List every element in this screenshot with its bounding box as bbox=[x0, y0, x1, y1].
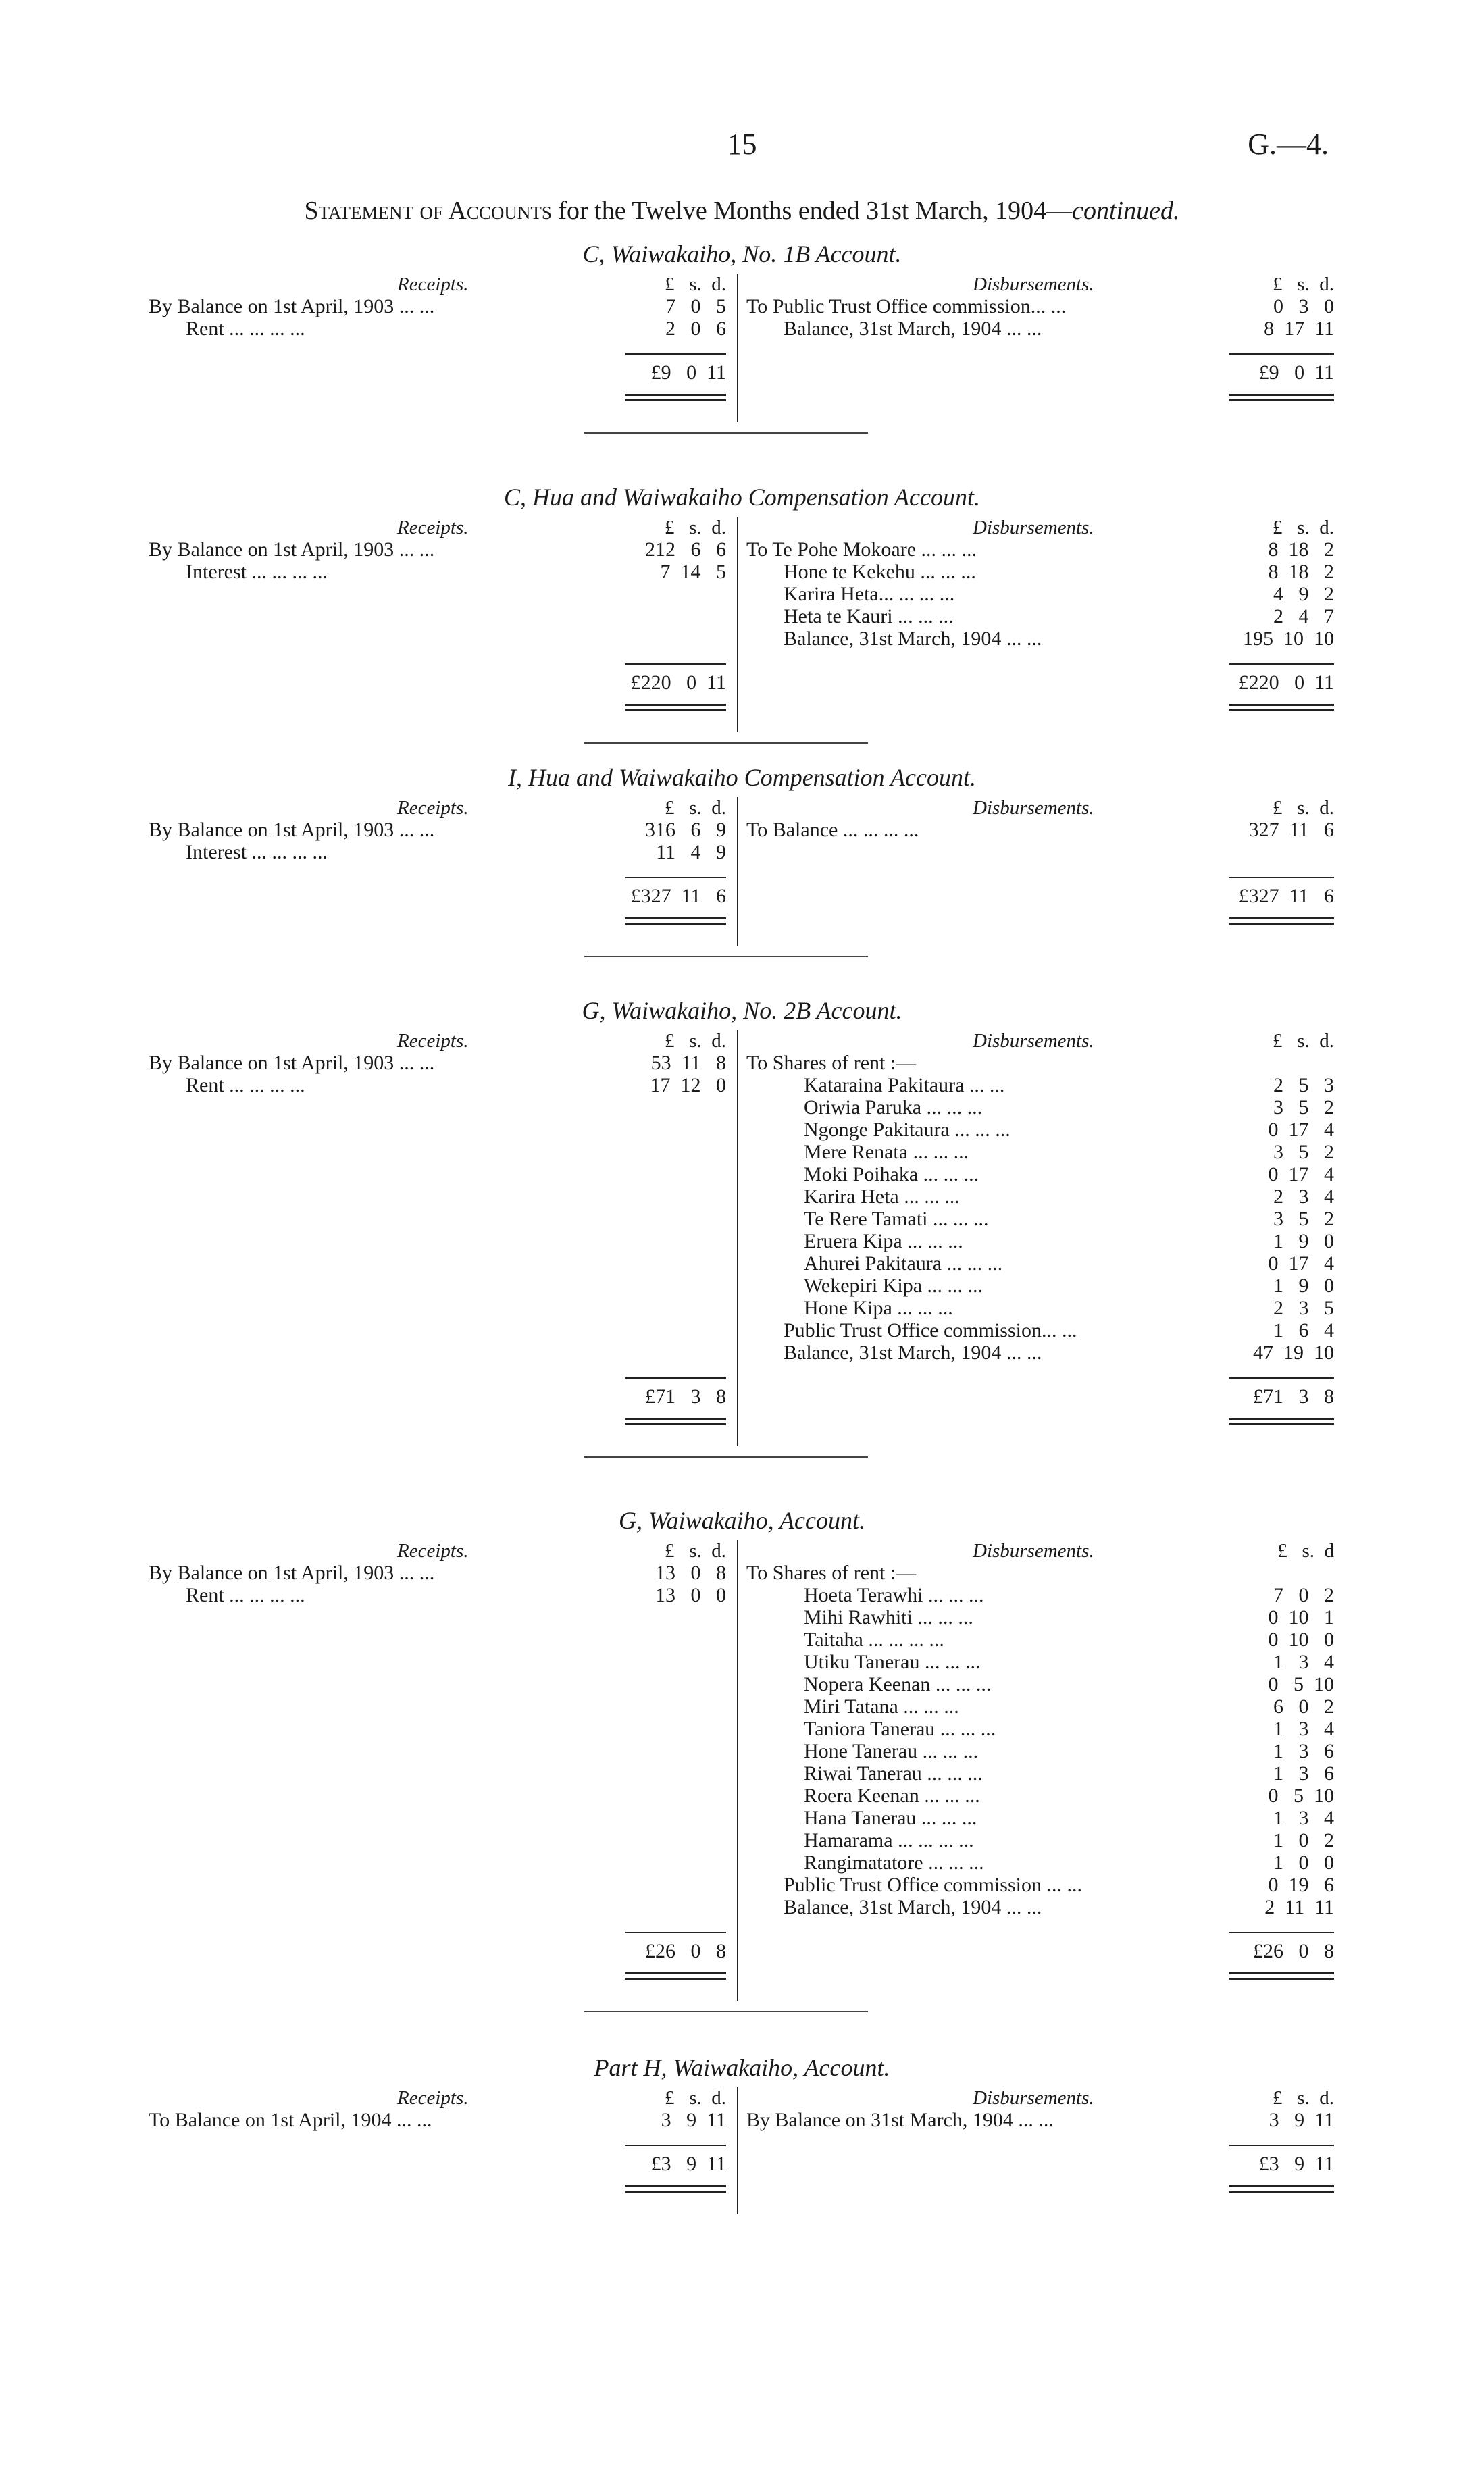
disbursement-row bbox=[0, 1629, 1484, 1651]
disbursements-units: £ s. d. bbox=[1272, 1030, 1334, 1052]
disbursement-amount: 0 5 10 bbox=[1268, 1673, 1334, 1695]
receipts-total-rule bbox=[625, 663, 726, 665]
receipt-label: By Balance on 1st April, 1903 ... ... bbox=[149, 1052, 435, 1074]
disbursement-row bbox=[0, 1562, 1484, 1584]
receipts-units: £ s. d. bbox=[664, 274, 726, 295]
receipts-units: £ s. d. bbox=[664, 797, 726, 819]
disbursements-units: £ s. d. bbox=[1272, 274, 1334, 295]
disbursements-units: £ s. d. bbox=[1272, 2087, 1334, 2109]
disbursement-label: Eruera Kipa ... ... ... bbox=[804, 1230, 963, 1252]
disbursement-label: Ahurei Pakitaura ... ... ... bbox=[804, 1252, 1003, 1275]
receipts-double-rule bbox=[625, 704, 726, 711]
receipts-total: £26 0 8 bbox=[645, 1940, 726, 1962]
disbursement-amount: 1 0 2 bbox=[1273, 1829, 1334, 1851]
disbursements-double-rule bbox=[1229, 1418, 1334, 1425]
disbursements-total-rule bbox=[1229, 353, 1334, 355]
disbursements-units: £ s. d bbox=[1277, 1540, 1334, 1562]
disbursement-amount: 327 11 6 bbox=[1248, 819, 1334, 841]
disbursement-amount: 0 3 0 bbox=[1273, 295, 1334, 317]
disbursement-label: Utiku Tanerau ... ... ... bbox=[804, 1651, 981, 1673]
receipts-total: £220 0 11 bbox=[630, 671, 726, 694]
disbursement-label: Taitaha ... ... ... ... bbox=[804, 1629, 944, 1651]
receipts-total: £327 11 6 bbox=[630, 885, 726, 907]
disbursement-row bbox=[0, 1851, 1484, 1874]
disbursement-amount: 47 19 10 bbox=[1253, 1341, 1334, 1364]
disbursement-amount: 0 5 10 bbox=[1268, 1785, 1334, 1807]
disbursement-label: By Balance on 31st March, 1904 ... ... bbox=[746, 2109, 1054, 2131]
receipt-amount: 13 0 0 bbox=[655, 1584, 726, 1606]
receipts-heading: Receipts. bbox=[397, 797, 469, 819]
disbursement-row bbox=[0, 628, 1484, 650]
disbursement-amount: 1 0 0 bbox=[1273, 1851, 1334, 1874]
section-separator bbox=[584, 432, 868, 434]
account-section bbox=[0, 2053, 1484, 2175]
receipts-total-rule bbox=[625, 1932, 726, 1933]
disbursement-row bbox=[0, 819, 1484, 841]
receipts-heading: Receipts. bbox=[397, 517, 469, 538]
receipts-total-rule bbox=[625, 1377, 726, 1379]
receipt-label: Interest ... ... ... ... bbox=[186, 561, 328, 583]
disbursements-heading: Disbursements. bbox=[973, 797, 1094, 819]
column-divider bbox=[737, 274, 738, 422]
disbursement-row bbox=[0, 1785, 1484, 1807]
disbursement-row bbox=[0, 1096, 1484, 1119]
disbursement-row bbox=[0, 583, 1484, 605]
receipts-heading: Receipts. bbox=[397, 2087, 469, 2109]
document-title bbox=[0, 196, 1484, 226]
disbursement-label: To Public Trust Office commission... ... bbox=[746, 295, 1067, 317]
disbursement-amount: 1 3 6 bbox=[1273, 1762, 1334, 1785]
disbursement-row bbox=[0, 1673, 1484, 1695]
section-separator bbox=[584, 742, 868, 744]
disbursement-label: Oriwia Paruka ... ... ... bbox=[804, 1096, 983, 1119]
disbursements-heading: Disbursements. bbox=[973, 517, 1094, 538]
receipt-amount: 17 12 0 bbox=[650, 1074, 726, 1096]
disbursement-row bbox=[0, 1651, 1484, 1673]
disbursement-label: Mere Renata ... ... ... bbox=[804, 1141, 969, 1163]
disbursement-label: Karira Heta ... ... ... bbox=[804, 1185, 960, 1208]
disbursement-label: Hone Kipa ... ... ... bbox=[804, 1297, 953, 1319]
disbursement-label: Balance, 31st March, 1904 ... ... bbox=[784, 628, 1042, 650]
disbursement-amount: 1 3 4 bbox=[1273, 1718, 1334, 1740]
disbursement-row bbox=[0, 1718, 1484, 1740]
account-section bbox=[0, 763, 1484, 907]
receipt-label: To Balance on 1st April, 1904 ... ... bbox=[149, 2109, 432, 2131]
receipt-label: Rent ... ... ... ... bbox=[186, 317, 305, 340]
disbursements-double-rule bbox=[1229, 394, 1334, 401]
disbursement-label: Karira Heta... ... ... ... bbox=[784, 583, 955, 605]
disbursement-amount: 8 18 2 bbox=[1268, 561, 1334, 583]
disbursements-units: £ s. d. bbox=[1272, 797, 1334, 819]
disbursement-row bbox=[0, 295, 1484, 317]
disbursement-row bbox=[0, 561, 1484, 583]
disbursement-label: Ngonge Pakitaura ... ... ... bbox=[804, 1119, 1010, 1141]
disbursement-row bbox=[0, 1341, 1484, 1364]
disbursement-label: Mihi Rawhiti ... ... ... bbox=[804, 1606, 973, 1629]
disbursement-label: Public Trust Office commission ... ... bbox=[784, 1874, 1082, 1896]
disbursement-label: Moki Poihaka ... ... ... bbox=[804, 1163, 979, 1185]
disbursements-double-rule bbox=[1229, 2185, 1334, 2193]
disbursement-amount: 2 11 11 bbox=[1264, 1896, 1334, 1918]
disbursement-label: Rangimatatore ... ... ... bbox=[804, 1851, 984, 1874]
disbursement-label: Balance, 31st March, 1904 ... ... bbox=[784, 1341, 1042, 1364]
account-section bbox=[0, 240, 1484, 384]
receipt-label: Rent ... ... ... ... bbox=[186, 1074, 305, 1096]
disbursement-label: Heta te Kauri ... ... ... bbox=[784, 605, 954, 628]
disbursement-amount: 195 10 10 bbox=[1243, 628, 1334, 650]
disbursement-label: To Te Pohe Mokoare ... ... ... bbox=[746, 538, 977, 561]
disbursement-amount: 3 5 2 bbox=[1273, 1208, 1334, 1230]
disbursement-amount: 2 3 5 bbox=[1273, 1297, 1334, 1319]
disbursement-row bbox=[0, 1185, 1484, 1208]
column-divider bbox=[737, 2087, 738, 2214]
account-title: G, Waiwakaiho, Account. bbox=[619, 1507, 865, 1534]
disbursement-label: Hone Tanerau ... ... ... bbox=[804, 1740, 979, 1762]
receipt-amount: 13 0 8 bbox=[655, 1562, 726, 1584]
disbursement-amount: 7 0 2 bbox=[1273, 1584, 1334, 1606]
disbursements-heading: Disbursements. bbox=[973, 274, 1094, 295]
disbursement-row bbox=[0, 1297, 1484, 1319]
disbursements-heading: Disbursements. bbox=[973, 1540, 1094, 1562]
account-title: C, Hua and Waiwakaiho Compensation Account. bbox=[504, 484, 980, 511]
disbursement-row bbox=[0, 1163, 1484, 1185]
disbursement-row bbox=[0, 1695, 1484, 1718]
disbursement-amount: 3 5 2 bbox=[1273, 1141, 1334, 1163]
disbursement-row bbox=[0, 538, 1484, 561]
disbursement-row bbox=[0, 1874, 1484, 1896]
disbursement-amount: 1 9 0 bbox=[1273, 1230, 1334, 1252]
disbursements-total: £71 3 8 bbox=[1253, 1385, 1334, 1408]
receipt-label: By Balance on 1st April, 1903 ... ... bbox=[149, 295, 435, 317]
disbursements-total: £220 0 11 bbox=[1238, 671, 1334, 694]
disbursement-label: Roera Keenan ... ... ... bbox=[804, 1785, 980, 1807]
title-rest: for the Twelve Months ended 31st March, 1904— bbox=[551, 197, 1073, 225]
disbursement-label: Te Rere Tamati ... ... ... bbox=[804, 1208, 989, 1230]
receipts-double-rule bbox=[625, 394, 726, 401]
receipts-heading: Receipts. bbox=[397, 274, 469, 295]
disbursements-total: £9 0 11 bbox=[1258, 361, 1334, 384]
receipt-label: By Balance on 1st April, 1903 ... ... bbox=[149, 1562, 435, 1584]
disbursement-amount: 0 19 6 bbox=[1268, 1874, 1334, 1896]
disbursements-total: £3 9 11 bbox=[1258, 2153, 1334, 2175]
disbursements-total-rule bbox=[1229, 2145, 1334, 2146]
disbursement-row bbox=[0, 1119, 1484, 1141]
disbursement-amount: 1 3 4 bbox=[1273, 1807, 1334, 1829]
receipt-label: Rent ... ... ... ... bbox=[186, 1584, 305, 1606]
page-number: 15 bbox=[727, 128, 757, 161]
receipts-double-rule bbox=[625, 1418, 726, 1425]
disbursement-amount: 3 9 11 bbox=[1269, 2109, 1334, 2131]
disbursement-label: Balance, 31st March, 1904 ... ... bbox=[784, 317, 1042, 340]
disbursement-label: Hamarama ... ... ... ... bbox=[804, 1829, 974, 1851]
receipts-heading: Receipts. bbox=[397, 1030, 469, 1052]
receipts-total: £71 3 8 bbox=[645, 1385, 726, 1408]
disbursement-label: Taniora Tanerau ... ... ... bbox=[804, 1718, 996, 1740]
disbursements-total-rule bbox=[1229, 877, 1334, 878]
receipt-label: By Balance on 1st April, 1903 ... ... bbox=[149, 819, 435, 841]
disbursement-amount: 2 4 7 bbox=[1273, 605, 1334, 628]
disbursement-label: Hone te Kekehu ... ... ... bbox=[784, 561, 976, 583]
section-separator bbox=[584, 1456, 868, 1458]
disbursement-label: Nopera Keenan ... ... ... bbox=[804, 1673, 992, 1695]
disbursement-row bbox=[0, 1052, 1484, 1074]
receipts-double-rule bbox=[625, 917, 726, 925]
receipt-amount: 7 0 5 bbox=[665, 295, 726, 317]
receipts-total-rule bbox=[625, 2145, 726, 2146]
title-caps: Statement of Accounts bbox=[304, 197, 552, 225]
disbursement-amount: 8 17 11 bbox=[1264, 317, 1334, 340]
account-title: G, Waiwakaiho, No. 2B Account. bbox=[582, 997, 902, 1024]
receipt-amount: 11 4 9 bbox=[656, 841, 726, 863]
disbursement-label: Wekepiri Kipa ... ... ... bbox=[804, 1275, 983, 1297]
column-divider bbox=[737, 1030, 738, 1446]
disbursement-amount: 2 3 4 bbox=[1273, 1185, 1334, 1208]
disbursement-amount: 1 6 4 bbox=[1273, 1319, 1334, 1341]
disbursement-amount: 0 10 0 bbox=[1268, 1629, 1334, 1651]
disbursement-row bbox=[0, 1319, 1484, 1341]
disbursement-label: Hana Tanerau ... ... ... bbox=[804, 1807, 977, 1829]
disbursements-total: £327 11 6 bbox=[1238, 885, 1334, 907]
column-divider bbox=[737, 797, 738, 946]
title-italic: continued. bbox=[1072, 197, 1180, 225]
receipt-amount: 53 11 8 bbox=[650, 1052, 726, 1074]
disbursement-amount: 3 5 2 bbox=[1273, 1096, 1334, 1119]
disbursements-double-rule bbox=[1229, 704, 1334, 711]
disbursement-amount: 0 17 4 bbox=[1268, 1119, 1334, 1141]
receipts-units: £ s. d. bbox=[664, 1030, 726, 1052]
disbursement-amount: 0 17 4 bbox=[1268, 1252, 1334, 1275]
receipts-units: £ s. d. bbox=[664, 1540, 726, 1562]
disbursement-amount: 4 9 2 bbox=[1273, 583, 1334, 605]
disbursement-row bbox=[0, 1829, 1484, 1851]
disbursement-amount: 6 0 2 bbox=[1273, 1695, 1334, 1718]
section-separator bbox=[584, 2011, 868, 2012]
disbursements-total: £26 0 8 bbox=[1253, 1940, 1334, 1962]
disbursement-row bbox=[0, 1807, 1484, 1829]
disbursement-row bbox=[0, 1141, 1484, 1163]
disbursement-row bbox=[0, 1208, 1484, 1230]
disbursement-label: To Shares of rent :— bbox=[746, 1052, 917, 1074]
disbursement-row bbox=[0, 1275, 1484, 1297]
receipts-total: £9 0 11 bbox=[650, 361, 726, 384]
account-section bbox=[0, 483, 1484, 694]
receipt-amount: 3 9 11 bbox=[661, 2109, 726, 2131]
disbursement-row bbox=[0, 1606, 1484, 1629]
page-code: G.—4. bbox=[1248, 128, 1329, 161]
receipt-label: By Balance on 1st April, 1903 ... ... bbox=[149, 538, 435, 561]
section-separator bbox=[584, 956, 868, 957]
disbursement-amount: 1 3 6 bbox=[1273, 1740, 1334, 1762]
column-divider bbox=[737, 1540, 738, 2001]
disbursement-row bbox=[0, 2109, 1484, 2131]
receipts-double-rule bbox=[625, 2185, 726, 2193]
receipts-total-rule bbox=[625, 353, 726, 355]
disbursement-row bbox=[0, 1230, 1484, 1252]
receipt-row bbox=[0, 841, 1484, 863]
account-title: I, Hua and Waiwakaiho Compensation Account. bbox=[508, 764, 976, 791]
disbursements-double-rule bbox=[1229, 917, 1334, 925]
account-section bbox=[0, 996, 1484, 1408]
disbursements-double-rule bbox=[1229, 1972, 1334, 1980]
disbursement-label: To Balance ... ... ... ... bbox=[746, 819, 919, 841]
receipts-double-rule bbox=[625, 1972, 726, 1980]
receipts-units: £ s. d. bbox=[664, 517, 726, 538]
disbursement-row bbox=[0, 1896, 1484, 1918]
disbursement-row bbox=[0, 1252, 1484, 1275]
disbursement-label: Hoeta Terawhi ... ... ... bbox=[804, 1584, 984, 1606]
receipts-total-rule bbox=[625, 877, 726, 878]
receipt-amount: 7 14 5 bbox=[660, 561, 726, 583]
disbursements-units: £ s. d. bbox=[1272, 517, 1334, 538]
disbursements-total-rule bbox=[1229, 1377, 1334, 1379]
account-title: C, Waiwakaiho, No. 1B Account. bbox=[582, 240, 902, 267]
disbursement-row bbox=[0, 605, 1484, 628]
disbursements-total-rule bbox=[1229, 663, 1334, 665]
disbursement-label: Balance, 31st March, 1904 ... ... bbox=[784, 1896, 1042, 1918]
receipt-amount: 2 0 6 bbox=[665, 317, 726, 340]
disbursement-label: To Shares of rent :— bbox=[746, 1562, 917, 1584]
receipts-total: £3 9 11 bbox=[650, 2153, 726, 2175]
receipt-amount: 212 6 6 bbox=[645, 538, 726, 561]
disbursement-row bbox=[0, 1584, 1484, 1606]
disbursement-amount: 0 10 1 bbox=[1268, 1606, 1334, 1629]
receipt-amount: 316 6 9 bbox=[645, 819, 726, 841]
receipts-heading: Receipts. bbox=[397, 1540, 469, 1562]
disbursement-label: Riwai Tanerau ... ... ... bbox=[804, 1762, 983, 1785]
disbursement-amount: 0 17 4 bbox=[1268, 1163, 1334, 1185]
receipt-label: Interest ... ... ... ... bbox=[186, 841, 328, 863]
account-section bbox=[0, 1506, 1484, 1962]
disbursement-label: Miri Tatana ... ... ... bbox=[804, 1695, 959, 1718]
account-title: Part H, Waiwakaiho, Account. bbox=[594, 2054, 890, 2081]
column-divider bbox=[737, 517, 738, 732]
disbursement-amount: 8 18 2 bbox=[1268, 538, 1334, 561]
disbursement-amount: 1 3 4 bbox=[1273, 1651, 1334, 1673]
disbursement-row bbox=[0, 1074, 1484, 1096]
disbursement-row bbox=[0, 1762, 1484, 1785]
disbursement-amount: 2 5 3 bbox=[1273, 1074, 1334, 1096]
disbursement-row bbox=[0, 317, 1484, 340]
disbursement-label: Public Trust Office commission... ... bbox=[784, 1319, 1077, 1341]
disbursements-heading: Disbursements. bbox=[973, 1030, 1094, 1052]
disbursement-amount: 1 9 0 bbox=[1273, 1275, 1334, 1297]
disbursements-total-rule bbox=[1229, 1932, 1334, 1933]
disbursement-row bbox=[0, 1740, 1484, 1762]
disbursements-heading: Disbursements. bbox=[973, 2087, 1094, 2109]
disbursement-label: Kataraina Pakitaura ... ... bbox=[804, 1074, 1005, 1096]
receipts-units: £ s. d. bbox=[664, 2087, 726, 2109]
